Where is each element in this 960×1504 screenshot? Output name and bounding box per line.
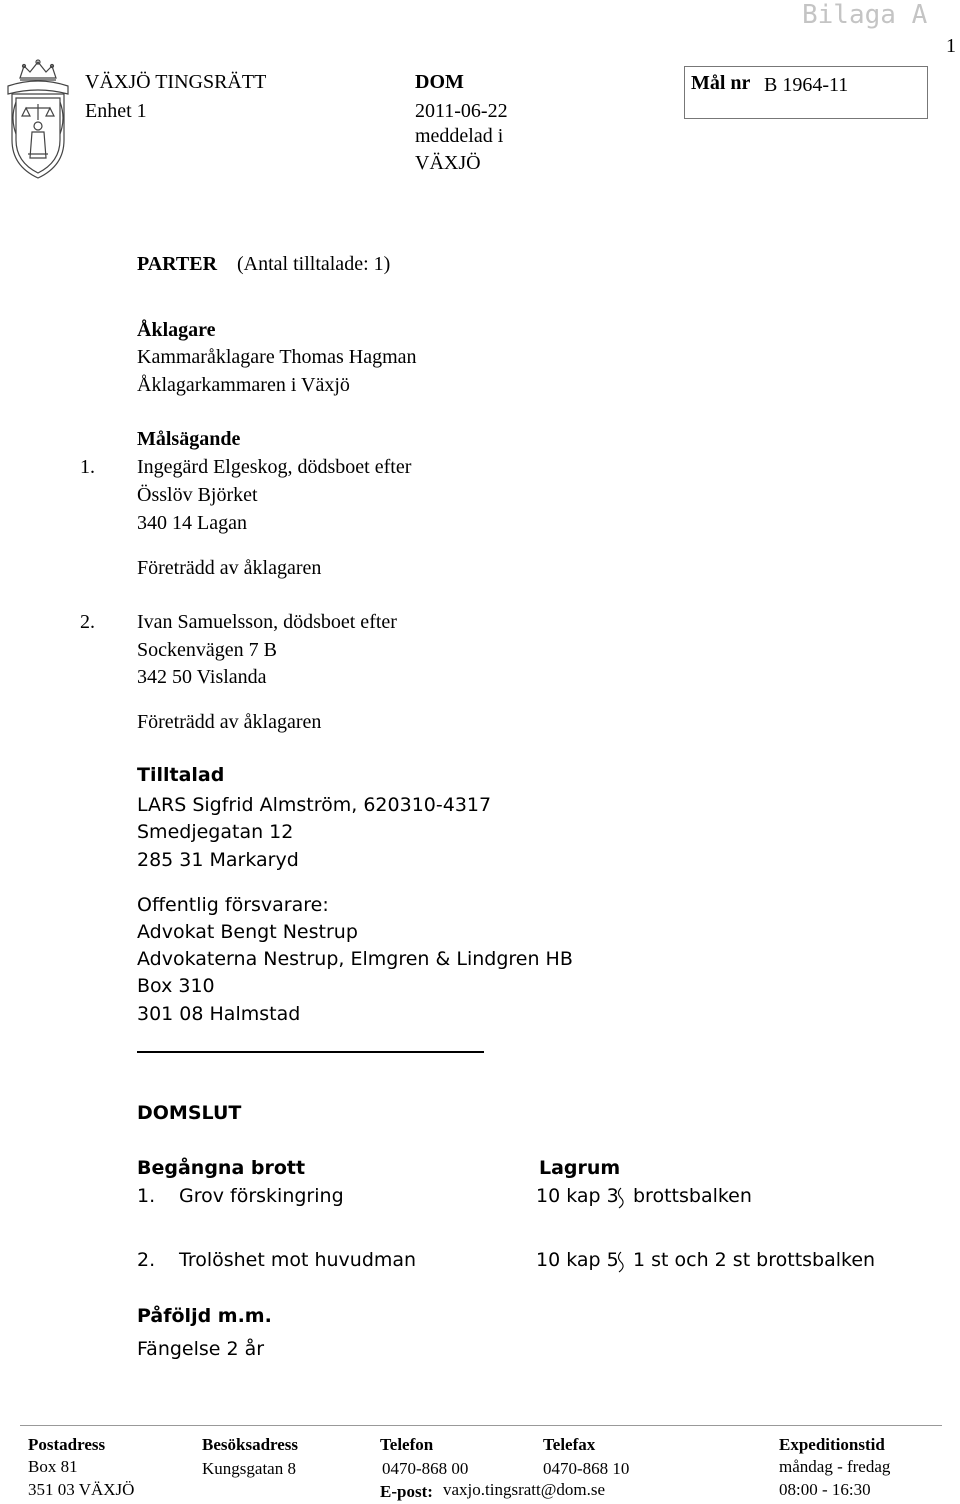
- page-number: 1: [946, 35, 956, 57]
- footer-hours-days: måndag - fredag: [779, 1457, 891, 1476]
- crime-name: Grov förskingring: [179, 1185, 344, 1207]
- case-number-label: Mål nr: [691, 72, 751, 94]
- document-type: DOM: [415, 71, 464, 93]
- section-sign-icon: [614, 1187, 626, 1209]
- footer-hours-label: Expeditionstid: [779, 1435, 885, 1454]
- injured-line: Ingegärd Elgeskog, dödsboet efter: [137, 456, 412, 478]
- crime-number: 2.: [137, 1249, 156, 1271]
- defendant-line: 285 31 Markaryd: [137, 849, 299, 871]
- law-heading: Lagrum: [539, 1157, 621, 1179]
- counsel-line: Advokat Bengt Nestrup: [137, 921, 358, 943]
- footer-email[interactable]: vaxjo.tingsratt@dom.se: [443, 1480, 606, 1499]
- injured-number: 2.: [80, 611, 95, 633]
- section-divider: [137, 1051, 484, 1053]
- defendant-heading: Tilltalad: [137, 764, 225, 786]
- footer-fax: 0470-868 10: [543, 1459, 630, 1478]
- section-sign-icon: [614, 1251, 626, 1273]
- counsel-heading: Offentlig försvarare:: [137, 894, 329, 916]
- injured-line: 340 14 Lagan: [137, 512, 247, 534]
- court-emblem-icon: [2, 58, 74, 182]
- defendant-count: (Antal tilltalade: 1): [237, 253, 391, 275]
- case-number: B 1964-11: [764, 74, 849, 96]
- document-issued-line: meddelad i: [415, 125, 504, 147]
- footer-postal-label: Postadress: [28, 1435, 106, 1454]
- injured-line: 342 50 Vislanda: [137, 666, 267, 688]
- crime-law: 10 kap 3: [536, 1185, 619, 1207]
- parties-heading: PARTER: [137, 253, 218, 275]
- counsel-line: 301 08 Halmstad: [137, 1003, 301, 1025]
- sanction-heading: Påföljd m.m.: [137, 1305, 272, 1327]
- injured-represented: Företrädd av åklagaren: [137, 557, 322, 579]
- verdict-heading: DOMSLUT: [137, 1102, 242, 1124]
- crime-law-code: brottsbalken: [633, 1185, 752, 1207]
- footer-fax-label: Telefax: [543, 1435, 596, 1454]
- footer-hours-time: 08:00 - 16:30: [779, 1480, 871, 1499]
- footer-phone-label: Telefon: [380, 1435, 434, 1454]
- document-date: 2011-06-22: [415, 100, 508, 122]
- footer-email-label: E-post:: [380, 1482, 433, 1501]
- crime-law-code: 1 st och 2 st brottsbalken: [633, 1249, 876, 1271]
- defendant-line: LARS Sigfrid Almström, 620310-4317: [137, 794, 492, 816]
- prosecutor-heading: Åklagare: [137, 319, 216, 341]
- crime-number: 1.: [137, 1185, 156, 1207]
- crime-name: Trolöshet mot huvudman: [179, 1249, 417, 1271]
- footer-phone: 0470-868 00: [382, 1459, 469, 1478]
- counsel-line: Advokaterna Nestrup, Elmgren & Lindgren HB: [137, 948, 573, 970]
- injured-number: 1.: [80, 456, 95, 478]
- annex-label: Bilaga A: [802, 0, 928, 30]
- footer-postal-line: Box 81: [28, 1457, 78, 1476]
- crime-law: 10 kap 5: [536, 1249, 619, 1271]
- document-city: VÄXJÖ: [415, 152, 481, 174]
- prosecutor-line: Åklagarkammaren i Växjö: [137, 374, 350, 396]
- injured-heading: Målsägande: [137, 428, 241, 450]
- footer-postal-line: 351 03 VÄXJÖ: [28, 1480, 135, 1499]
- footer-divider: [20, 1425, 942, 1426]
- crimes-heading: Begångna brott: [137, 1157, 306, 1179]
- defendant-line: Smedjegatan 12: [137, 821, 294, 843]
- court-name: VÄXJÖ TINGSRÄTT: [85, 71, 267, 93]
- court-unit: Enhet 1: [85, 100, 147, 122]
- counsel-line: Box 310: [137, 975, 215, 997]
- prosecutor-line: Kammaråklagare Thomas Hagman: [137, 346, 417, 368]
- injured-line: Ivan Samuelsson, dödsboet efter: [137, 611, 397, 633]
- injured-represented: Företrädd av åklagaren: [137, 711, 322, 733]
- injured-line: Sockenvägen 7 B: [137, 639, 277, 661]
- footer-visit-line: Kungsgatan 8: [202, 1459, 296, 1478]
- injured-line: Össlöv Björket: [137, 484, 258, 506]
- sanction: Fängelse 2 år: [137, 1338, 265, 1360]
- footer-visit-label: Besöksadress: [202, 1435, 299, 1454]
